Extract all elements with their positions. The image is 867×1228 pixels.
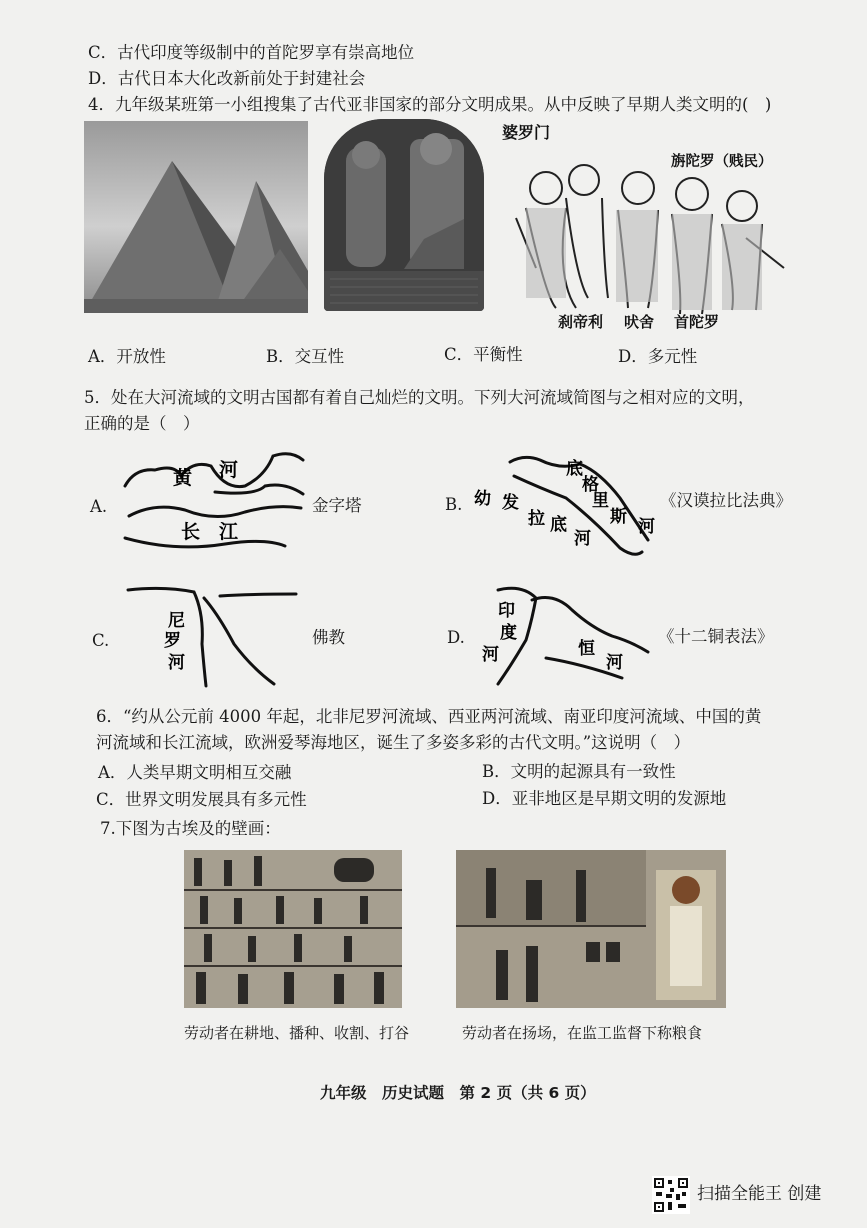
q5-a-letter: A. bbox=[90, 497, 108, 516]
q6-option-d: D．亚非地区是早期文明的发源地 bbox=[482, 789, 727, 808]
yangtze-char-2: 江 bbox=[219, 521, 239, 543]
scanner-watermark: 扫描全能王 创建 bbox=[697, 1184, 822, 1204]
q4-option-d: D．多元性 bbox=[618, 347, 698, 366]
q6-stem-line1: 6．“约从公元前 4000 年起，北非尼罗河流域、西亚两河流域、南亚印度河流域、中国的黄 bbox=[96, 707, 762, 726]
euphrates-char-2: 发 bbox=[502, 493, 519, 513]
mural-farming-photo bbox=[184, 850, 402, 1008]
euphrates-char-5: 河 bbox=[574, 529, 591, 549]
caste-illustration bbox=[496, 118, 791, 336]
q5-a-civilization: 金字塔 bbox=[312, 496, 362, 515]
caste-label-vaishya: 吠舍 bbox=[624, 313, 655, 331]
q3-option-d: D．古代日本大化改新前处于封建社会 bbox=[88, 69, 366, 88]
tigris-char-1: 底 bbox=[566, 459, 583, 479]
yellow-yangtze-river-map bbox=[115, 446, 315, 566]
nile-char-1: 尼 bbox=[168, 611, 185, 631]
tigris-char-4: 斯 bbox=[610, 507, 627, 527]
euphrates-char-4: 底 bbox=[550, 515, 567, 535]
mural-granary-photo bbox=[456, 850, 726, 1008]
caste-label-kshatriya: 刹帝利 bbox=[558, 313, 604, 331]
q5-b-civilization: 《汉谟拉比法典》 bbox=[660, 491, 792, 510]
indus-char-2: 度 bbox=[500, 623, 517, 643]
tigris-char-2: 格 bbox=[582, 475, 599, 495]
pyramids-photo bbox=[84, 121, 308, 313]
q5-b-letter: B. bbox=[445, 495, 463, 514]
euphrates-char-3: 拉 bbox=[528, 509, 545, 529]
q5-stem-line1: 5．处在大河流域的文明古国都有着自己灿烂的文明。下列大河流域简图与之相对应的文明， bbox=[84, 388, 755, 407]
qr-code-icon bbox=[652, 1176, 690, 1214]
q6-stem-line2: 河流域和长江流域，欧洲爱琴海地区，诞生了多姿多彩的古代文明。”这说明（ ） bbox=[96, 733, 691, 752]
tigris-char-3: 里 bbox=[592, 491, 609, 511]
q5-d-civilization: 《十二铜表法》 bbox=[658, 627, 774, 646]
yangtze-char-1: 长 bbox=[181, 521, 201, 543]
euphrates-char-1: 幼 bbox=[474, 489, 491, 509]
indus-char-3: 河 bbox=[482, 645, 499, 665]
q7-stem: 7.下图为古埃及的壁画： bbox=[100, 819, 281, 838]
ganges-char-2: 河 bbox=[606, 653, 623, 673]
q6-option-c: C．世界文明发展具有多元性 bbox=[96, 790, 307, 809]
q4-stem: 4．九年级某班第一小组搜集了古代亚非国家的部分文明成果。从中反映了早期人类文明的( ) bbox=[88, 95, 772, 114]
q5-c-letter: C. bbox=[92, 631, 110, 650]
caste-label-brahmin: 婆罗门 bbox=[502, 123, 551, 142]
caste-label-shudra: 首陀罗 bbox=[674, 313, 720, 331]
hammurabi-stele-photo bbox=[324, 119, 484, 311]
tigris-char-5: 河 bbox=[638, 517, 655, 537]
q4-option-b: B．交互性 bbox=[266, 347, 345, 366]
q6-option-a: A．人类早期文明相互交融 bbox=[98, 763, 292, 782]
q3-option-c: C．古代印度等级制中的首陀罗享有崇高地位 bbox=[88, 43, 415, 62]
ganges-char-1: 恒 bbox=[578, 639, 595, 659]
q6-option-b: B．文明的起源具有一致性 bbox=[482, 762, 676, 781]
nile-char-3: 河 bbox=[168, 653, 185, 673]
page-footer: 九年级 历史试题 第 2 页（共 6 页） bbox=[320, 1084, 596, 1102]
nile-char-2: 罗 bbox=[164, 631, 181, 651]
mural-left-caption: 劳动者在耕地、播种、收割、打谷 bbox=[184, 1024, 410, 1042]
yellow-river-char-2: 河 bbox=[219, 459, 239, 481]
q5-c-civilization: 佛教 bbox=[312, 628, 345, 647]
q5-d-letter: D. bbox=[447, 628, 465, 647]
yellow-river-char-1: 黄 bbox=[173, 467, 193, 489]
q4-option-c: C．平衡性 bbox=[444, 345, 523, 364]
q4-option-a: A．开放性 bbox=[88, 347, 166, 366]
mural-right-caption: 劳动者在扬场，在监工监督下称粮食 bbox=[462, 1024, 703, 1042]
q5-stem-line2: 正确的是（ ） bbox=[84, 414, 200, 433]
indus-char-1: 印 bbox=[498, 601, 515, 621]
caste-label-chandala: 旃陀罗（贱民） bbox=[671, 154, 773, 170]
